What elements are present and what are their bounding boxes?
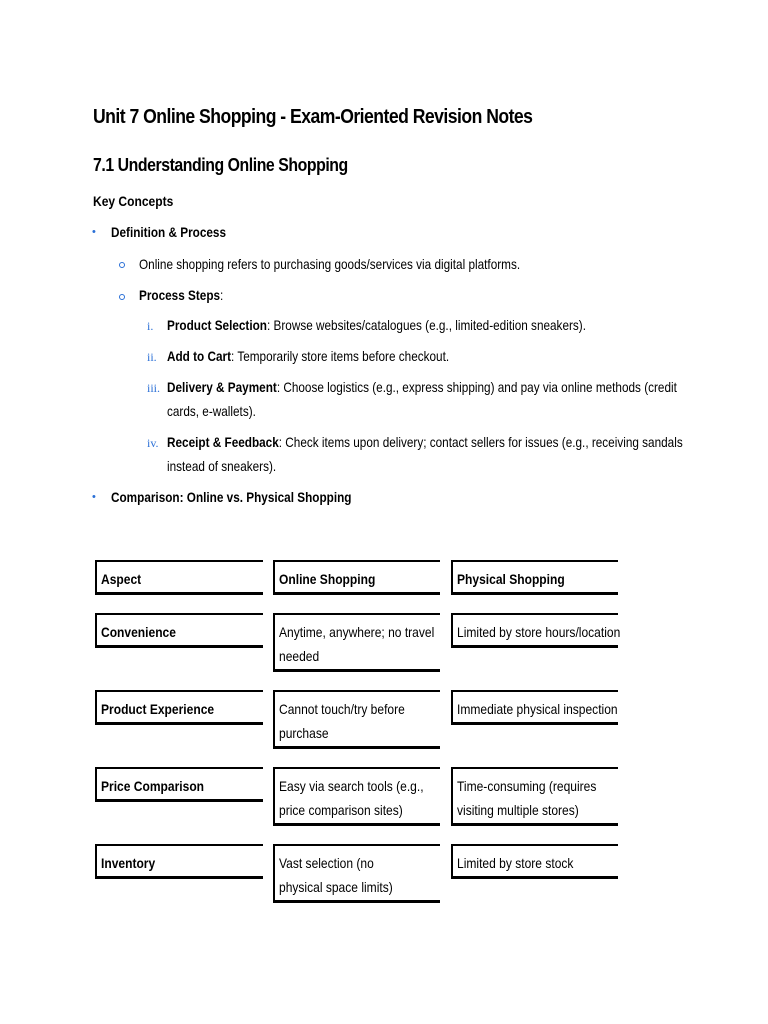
- step-item: Add to Cart: Temporarily store items before checkout.: [167, 348, 450, 364]
- step-item-continued: cards, e-wallets).: [167, 403, 256, 419]
- sub-bullet-circle-icon: [119, 262, 125, 268]
- step-item-continued: instead of sneakers).: [167, 458, 277, 474]
- table-row-label: Inventory: [95, 844, 263, 879]
- process-steps-heading: Process Steps:: [139, 287, 224, 303]
- bullet-comparison: Comparison: Online vs. Physical Shopping: [111, 489, 352, 505]
- table-cell: Vast selection (no physical space limits): [273, 844, 440, 903]
- table-cell: Limited by store hours/location: [451, 613, 618, 648]
- table-row-label: Product Experience: [95, 690, 263, 725]
- definition-text: Online shopping refers to purchasing goods/services via digital platforms.: [139, 256, 521, 272]
- table-row-label: Price Comparison: [95, 767, 263, 802]
- section-heading: 7.1 Understanding Online Shopping: [93, 155, 348, 175]
- step-number: ii.: [147, 350, 157, 364]
- page-title: Unit 7 Online Shopping - Exam-Oriented Revision Notes: [93, 106, 533, 128]
- table-cell: Limited by store stock: [451, 844, 618, 879]
- step-item: Product Selection: Browse websites/catalogues (e.g., limited-edition sneakers).: [167, 317, 586, 333]
- step-number: iii.: [147, 381, 161, 395]
- table-header-cell: Aspect: [95, 560, 263, 595]
- bullet-dot-icon: •: [92, 491, 96, 503]
- table-row-label: Convenience: [95, 613, 263, 648]
- step-number: iv.: [147, 436, 159, 450]
- bullet-definition: Definition & Process: [111, 224, 227, 240]
- table-cell: Anytime, anywhere; no travel needed: [273, 613, 440, 672]
- table-cell: Time-consuming (requires visiting multiple stores): [451, 767, 618, 826]
- key-concepts-heading: Key Concepts: [93, 193, 174, 209]
- table-cell: Cannot touch/try before purchase: [273, 690, 440, 749]
- bullet-dot-icon: •: [92, 226, 96, 238]
- step-item: Receipt & Feedback: Check items upon delivery; contact sellers for issues (e.g., receiving sandals: [167, 434, 683, 450]
- table-header-cell: Physical Shopping: [451, 560, 618, 595]
- table-cell: Easy via search tools (e.g., price comparison sites): [273, 767, 440, 826]
- step-item: Delivery & Payment: Choose logistics (e.g., express shipping) and pay via online methods (credit: [167, 379, 677, 395]
- table-header-cell: Online Shopping: [273, 560, 440, 595]
- step-number: i.: [147, 319, 154, 333]
- sub-bullet-circle-icon: [119, 294, 125, 300]
- table-cell: Immediate physical inspection: [451, 690, 618, 725]
